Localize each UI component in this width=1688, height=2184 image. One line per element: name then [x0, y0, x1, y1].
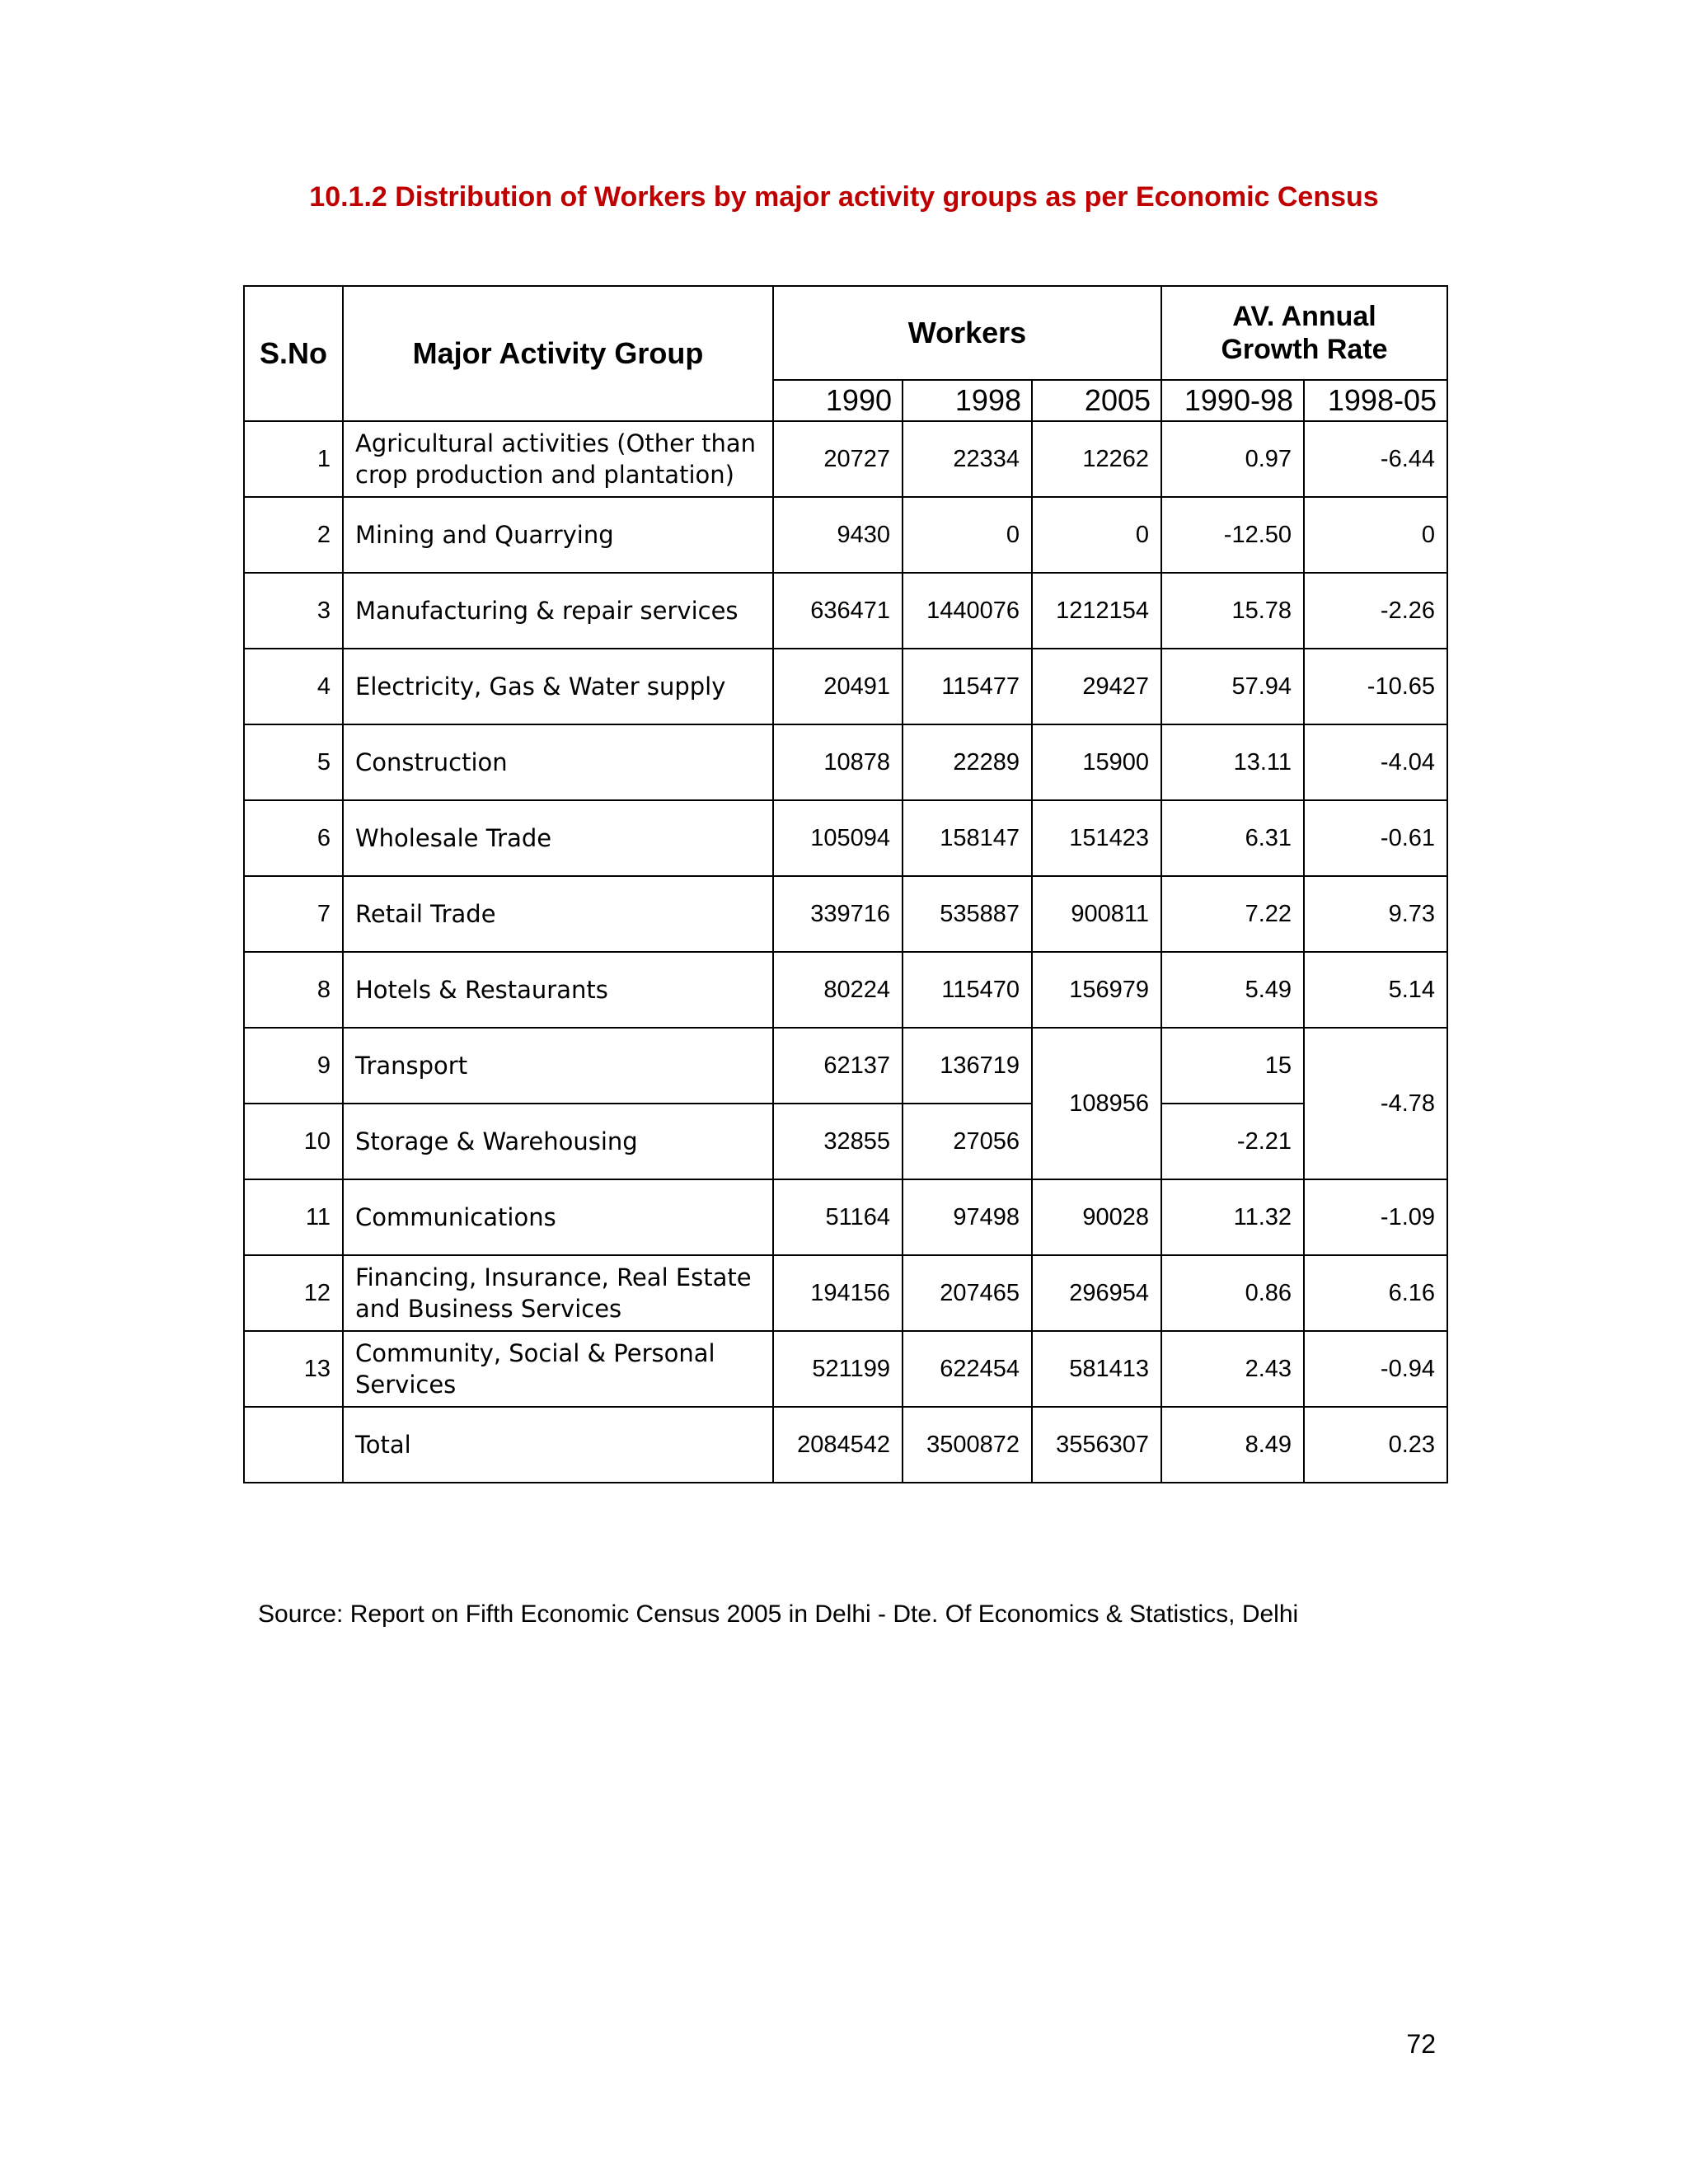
cell-sno: 2: [244, 497, 343, 573]
cell-growth-1998-05: -2.26: [1304, 573, 1447, 649]
cell-2005: 90028: [1032, 1179, 1161, 1255]
cell-activity: Transport: [343, 1028, 773, 1104]
cell-sno: 10: [244, 1104, 343, 1179]
header-growth-rate: [1161, 286, 1447, 380]
cell-growth-1990-98: 7.22: [1161, 876, 1304, 952]
cell-1998: 136719: [903, 1028, 1032, 1104]
header-activity: Major Activity Group: [343, 286, 773, 421]
cell-activity: Construction: [343, 724, 773, 800]
cell-growth-1990-98: 0.86: [1161, 1255, 1304, 1331]
total-growth-1998-05: 0.23: [1304, 1407, 1447, 1483]
cell-sno-empty: [244, 1407, 343, 1483]
table-row: [244, 1104, 1447, 1179]
cell-1998: 22289: [903, 724, 1032, 800]
cell-1990: 32855: [773, 1104, 903, 1179]
cell-sno: 7: [244, 876, 343, 952]
cell-sno: 6: [244, 800, 343, 876]
cell-1998: 207465: [903, 1255, 1032, 1331]
header-workers: Workers: [773, 286, 1161, 380]
cell-1998: 0: [903, 497, 1032, 573]
table-row: [244, 952, 1447, 1028]
cell-1998: 22334: [903, 421, 1032, 497]
table-row: [244, 1028, 1447, 1104]
cell-2005: 900811: [1032, 876, 1161, 952]
cell-activity: Wholesale Trade: [343, 800, 773, 876]
cell-1998: 1440076: [903, 573, 1032, 649]
cell-2005: 581413: [1032, 1331, 1161, 1407]
cell-sno: 4: [244, 649, 343, 724]
table-row: [244, 1331, 1447, 1407]
cell-growth-1998-05: -10.65: [1304, 649, 1447, 724]
header-year-1998: 1998: [903, 380, 1032, 421]
cell-activity: Hotels & Restaurants: [343, 952, 773, 1028]
cell-2005: 151423: [1032, 800, 1161, 876]
cell-sno: 1: [244, 421, 343, 497]
cell-1990: 20727: [773, 421, 903, 497]
header-growth-line1: AV. Annual: [1232, 301, 1376, 332]
cell-2005: 156979: [1032, 952, 1161, 1028]
header-sno: S.No: [244, 286, 343, 421]
cell-activity: Storage & Warehousing: [343, 1104, 773, 1179]
workers-table: [243, 285, 1448, 1483]
total-2005: 3556307: [1032, 1407, 1161, 1483]
cell-1998: 622454: [903, 1331, 1032, 1407]
cell-1998: 535887: [903, 876, 1032, 952]
cell-1998: 27056: [903, 1104, 1032, 1179]
cell-growth-1998-05: 0: [1304, 497, 1447, 573]
cell-activity: Electricity, Gas & Water supply: [343, 649, 773, 724]
cell-2005: 12262: [1032, 421, 1161, 497]
header-year-2005: 2005: [1032, 380, 1161, 421]
cell-activity: Manufacturing & repair services: [343, 573, 773, 649]
cell-1990: 20491: [773, 649, 903, 724]
total-1998: 3500872: [903, 1407, 1032, 1483]
cell-1990: 339716: [773, 876, 903, 952]
cell-1998: 115470: [903, 952, 1032, 1028]
cell-1990: 10878: [773, 724, 903, 800]
cell-growth-1990-98: 11.32: [1161, 1179, 1304, 1255]
cell-growth-1990-98: -2.21: [1161, 1104, 1304, 1179]
total-1990: 2084542: [773, 1407, 903, 1483]
table-row: [244, 724, 1447, 800]
cell-activity: Mining and Quarrying: [343, 497, 773, 573]
table-row: [244, 649, 1447, 724]
cell-1998: 97498: [903, 1179, 1032, 1255]
cell-activity: Financing, Insurance, Real Estate and Business Services: [343, 1255, 773, 1331]
cell-growth-1998-05: 5.14: [1304, 952, 1447, 1028]
table-row: [244, 800, 1447, 876]
cell-sno: 3: [244, 573, 343, 649]
cell-2005: 0: [1032, 497, 1161, 573]
cell-1990: 105094: [773, 800, 903, 876]
cell-growth-1998-05: -1.09: [1304, 1179, 1447, 1255]
cell-2005: 1212154: [1032, 573, 1161, 649]
cell-1990: 9430: [773, 497, 903, 573]
cell-2005-merged: 108956: [1032, 1028, 1161, 1179]
cell-growth-1998-05: -0.94: [1304, 1331, 1447, 1407]
cell-growth-1990-98: 57.94: [1161, 649, 1304, 724]
total-growth-1990-98: 8.49: [1161, 1407, 1304, 1483]
cell-activity: Communications: [343, 1179, 773, 1255]
cell-growth-1990-98: 6.31: [1161, 800, 1304, 876]
cell-growth-1998-05-merged: -4.78: [1304, 1028, 1447, 1179]
cell-growth-1998-05: -0.61: [1304, 800, 1447, 876]
cell-1990: 194156: [773, 1255, 903, 1331]
cell-growth-1998-05: 9.73: [1304, 876, 1447, 952]
cell-sno: 5: [244, 724, 343, 800]
cell-sno: 8: [244, 952, 343, 1028]
header-growth-1998-05: 1998-05: [1304, 380, 1447, 421]
cell-1998: 158147: [903, 800, 1032, 876]
header-growth-1990-98: 1990-98: [1161, 380, 1304, 421]
cell-1990: 521199: [773, 1331, 903, 1407]
cell-growth-1990-98: 0.97: [1161, 421, 1304, 497]
cell-growth-1990-98: -12.50: [1161, 497, 1304, 573]
cell-growth-1990-98: 2.43: [1161, 1331, 1304, 1407]
cell-2005: 15900: [1032, 724, 1161, 800]
cell-1990: 51164: [773, 1179, 903, 1255]
cell-activity: Community, Social & Personal Services: [343, 1331, 773, 1407]
header-year-1990: 1990: [773, 380, 903, 421]
table-row: [244, 573, 1447, 649]
cell-1998: 115477: [903, 649, 1032, 724]
cell-sno: 13: [244, 1331, 343, 1407]
table-row: [244, 1179, 1447, 1255]
cell-1990: 62137: [773, 1028, 903, 1104]
page-title: 10.1.2 Distribution of Workers by major activity groups as per Economic Census: [309, 181, 1379, 213]
total-label: Total: [343, 1407, 773, 1483]
total-row: [244, 1407, 1447, 1483]
cell-activity: Retail Trade: [343, 876, 773, 952]
cell-sno: 9: [244, 1028, 343, 1104]
page-number: 72: [1406, 2029, 1436, 2059]
cell-1990: 80224: [773, 952, 903, 1028]
cell-growth-1998-05: 6.16: [1304, 1255, 1447, 1331]
cell-sno: 11: [244, 1179, 343, 1255]
cell-1990: 636471: [773, 573, 903, 649]
cell-2005: 296954: [1032, 1255, 1161, 1331]
cell-growth-1998-05: -6.44: [1304, 421, 1447, 497]
cell-growth-1990-98: 15: [1161, 1028, 1304, 1104]
cell-2005: 29427: [1032, 649, 1161, 724]
cell-growth-1990-98: 13.11: [1161, 724, 1304, 800]
table-row: [244, 876, 1447, 952]
table-row: [244, 421, 1447, 497]
cell-growth-1998-05: -4.04: [1304, 724, 1447, 800]
cell-sno: 12: [244, 1255, 343, 1331]
cell-growth-1990-98: 5.49: [1161, 952, 1304, 1028]
cell-growth-1990-98: 15.78: [1161, 573, 1304, 649]
cell-activity: Agricultural activities (Other than crop production and plantation): [343, 421, 773, 497]
table-row: [244, 497, 1447, 573]
header-growth-line2: Growth Rate: [1221, 334, 1388, 365]
source-note: Source: Report on Fifth Economic Census 2005 in Delhi - Dte. Of Economics & Statistics, Delhi: [258, 1601, 1299, 1628]
table-row: [244, 1255, 1447, 1331]
